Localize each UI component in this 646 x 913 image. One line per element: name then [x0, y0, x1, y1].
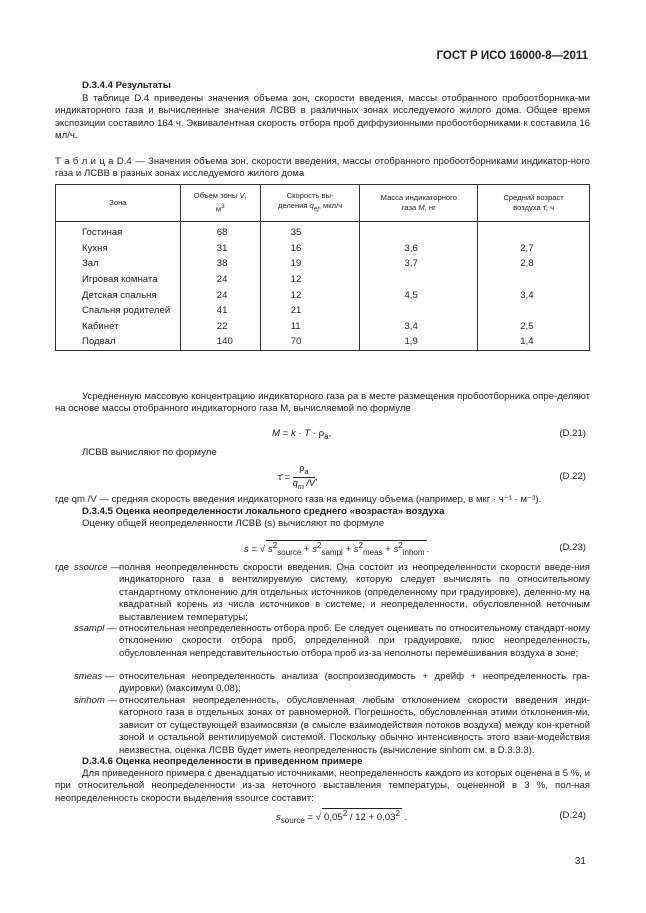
table-cell: [478, 303, 590, 319]
formula-d22-number: (D.22): [559, 471, 586, 482]
table-row: [56, 303, 590, 319]
def-inhom-symbol: sinhom —: [74, 695, 118, 706]
table-cell: 16: [260, 241, 360, 257]
document-header: ГОСТ Р ИСО 16000-8—2011: [436, 50, 588, 62]
table-cell: [478, 272, 590, 288]
table-cell: 12: [260, 272, 360, 288]
def-inhom-text: относительная неопределенность, обусловленная любым отклонением скорости введения инди-каторного газа в отдельных зонах от равномерной. Погрешность, обусловленная этими отклонения-ми, зависит от существующей взаимосвязи (в смысле взаимодействия потоков воздуха) между кон-кретной зоной и остальной вентилируемой системой. Поскольку обычно интенсивность этого взаи-модействия неизвестна, оценка ЛСВВ будет иметь неопределенность (вычисление sinhom см. в D.3.3.3).: [119, 695, 590, 756]
table-row: [56, 256, 590, 272]
def-meas-text: относительная неопределенность анализа (воспроизводимость + дрейф + неопределенность гра-дуировки) (максимум 0,08);: [119, 671, 590, 695]
section-results-heading: D.3.4.4 Результаты: [82, 80, 171, 91]
section-local-heading: D.3.4.5 Оценка неопределенности локального среднего «возраста» воздуха: [82, 506, 445, 517]
table-cell: 3,6: [360, 241, 478, 257]
where-label: где: [55, 562, 70, 573]
table-row: [56, 241, 590, 257]
section-example-text: Для приведенного примера с двенадцатью источниками, неопределенность каждого из которых оценена в 5 %, и при относительной неопределенности из-за неточного выставления температуры, оцененной в 3 %, пол-ная неопределенность скорости выделения ssource составит:: [55, 768, 590, 804]
table-cell: 24: [180, 272, 260, 288]
def-source-text: полная неопределенность скорости введения. Она состоит из неопределенности скорости введе-ния индикаторного газа в вентилируемую систему, которую следует вычислять по относительному стандартному отклонению для отдельных источников (определенному при градуировке), деленно-му на квадратный корень из числа источников в системе, и неопределенности, обусловленной неточным выставлением температуры;: [119, 562, 590, 623]
table-cell: 3,4: [478, 287, 590, 303]
concentration-paragraph: Усредненную массовую концентрацию индикаторного газа ρa в месте размещения пробоотборника опре-деляют на основе массы отобранного индикаторного газа М, вычисляемой по формуле: [55, 391, 590, 415]
formula-d21: $M = k \cdot T \cdot \rho_a$,: [272, 428, 332, 441]
table-cell: 11: [260, 319, 360, 335]
table-cell: Кабинет: [56, 319, 181, 335]
table-cell: 31: [180, 241, 260, 257]
table-cell: 22: [180, 319, 260, 335]
table-cell: Зал: [56, 256, 181, 272]
table-cell: Гостиная: [56, 222, 181, 241]
def-source-symbol: ssource —: [74, 562, 120, 573]
table-cell: 38: [180, 256, 260, 272]
table-header-cell: Объем зоны V, $м^3$: [180, 185, 260, 222]
table-cell: 3,4: [360, 319, 478, 335]
table-header-cell: Зона: [56, 185, 181, 222]
table-caption: Т а б л и ц а D.4 — Значения объема зон, скорости введения, массы отобранного пробоотборниками индикатор-ного газа и ЛСВВ в разных зонах исследуемого жилого дома: [55, 156, 590, 180]
formula-d23: s = √ $s^2_{source} + s^2_{sampl} + s^2_{meas} + s^2_{inhom}$ .: [244, 541, 430, 558]
table-cell: Кухня: [56, 241, 181, 257]
table-row: [56, 287, 590, 303]
section-results-text: В таблице D.4 приведены значения объема зон, скорости введения, массы отобранного пробоотборника-ми индикаторного газа и вычисленные значения ЛСВВ в различных зонах исследуемого жилого дома. Общее время экспозиции составило 164 ч. Эквивалентная скорость отбора проб диффузионными пробоотборниками к составила 16 мл/ч.: [55, 93, 590, 142]
table-cell: 24: [180, 287, 260, 303]
table-cell: 19: [260, 256, 360, 272]
table-cell: 2,8: [478, 256, 590, 272]
table-cell: Спальня родителей: [56, 303, 181, 319]
table-header-row: [56, 185, 590, 222]
def-meas-symbol: smeas —: [74, 671, 115, 682]
table-cell: 1,4: [478, 334, 590, 350]
lsvv-text: ЛСВВ вычисляют по формуле: [82, 447, 217, 458]
section-local-text: Оценку общей неопределенности ЛСВВ (s) вычисляют по формуле: [82, 518, 385, 529]
table-cell: 2,7: [478, 241, 590, 257]
data-table: [55, 184, 590, 351]
table-row: [56, 272, 590, 288]
table-cell: 4,5: [360, 287, 478, 303]
table-cell: Подвал: [56, 334, 181, 350]
table-cell: [478, 222, 590, 241]
table-cell: 21: [260, 303, 360, 319]
table-cell: 2,5: [478, 319, 590, 335]
table-cell: 1,9: [360, 334, 478, 350]
formula-d23-number: (D.23): [559, 542, 586, 553]
table-cell: 3,7: [360, 256, 478, 272]
table-header-cell: Средний возраст воздуха τ̄, ч: [478, 185, 590, 222]
def-sampl-symbol: ssampl —: [74, 623, 117, 634]
formula-d21-number: (D.21): [559, 428, 586, 439]
table-cell: [360, 303, 478, 319]
table-header-cell: Масса индикаторного газа М, нг: [360, 185, 478, 222]
where-qm-text: где qm /V — средняя скорость введения индикаторного газа на единицу объема (например, в мкг · ч⁻¹ · м⁻³).: [55, 494, 542, 505]
page-number: 31: [574, 856, 586, 867]
table-cell: [360, 222, 478, 241]
table-cell: Детская спальня: [56, 287, 181, 303]
table-cell: 41: [180, 303, 260, 319]
formula-d22: τ̄ = $\frac{\rho_a}{q_m /V}$ ,: [278, 463, 318, 491]
formula-d24: $s_{source}$ = √ $0,05^2 / 12 + 0,03^2$ .: [276, 809, 408, 826]
formula-d24-number: (D.24): [559, 810, 586, 821]
table-header-cell: Скорость вы- деления $q_{ej}$, мкл/ч: [260, 185, 360, 222]
table-row: [56, 222, 590, 241]
table-cell: 70: [260, 334, 360, 350]
table-cell: 140: [180, 334, 260, 350]
table-cell: 35: [260, 222, 360, 241]
def-sampl-text: относительная неопределенность отбора проб. Ее следует оценивать по относительному стандарт-ному отклонению скорости отбора проб, определенной при градуировке, плюс неопределенность, обусловленная непредставительностью отбора проб из-за неполноты перемешивания воздуха в зоне;: [119, 623, 590, 659]
table-row: [56, 334, 590, 350]
table-cell: 12: [260, 287, 360, 303]
table-cell: [360, 272, 478, 288]
section-example-heading: D.3.4.6 Оценка неопределенности в приведенном примере: [82, 756, 363, 767]
table-cell: 68: [180, 222, 260, 241]
table-row: [56, 319, 590, 335]
table-cell: Игровая комната: [56, 272, 181, 288]
